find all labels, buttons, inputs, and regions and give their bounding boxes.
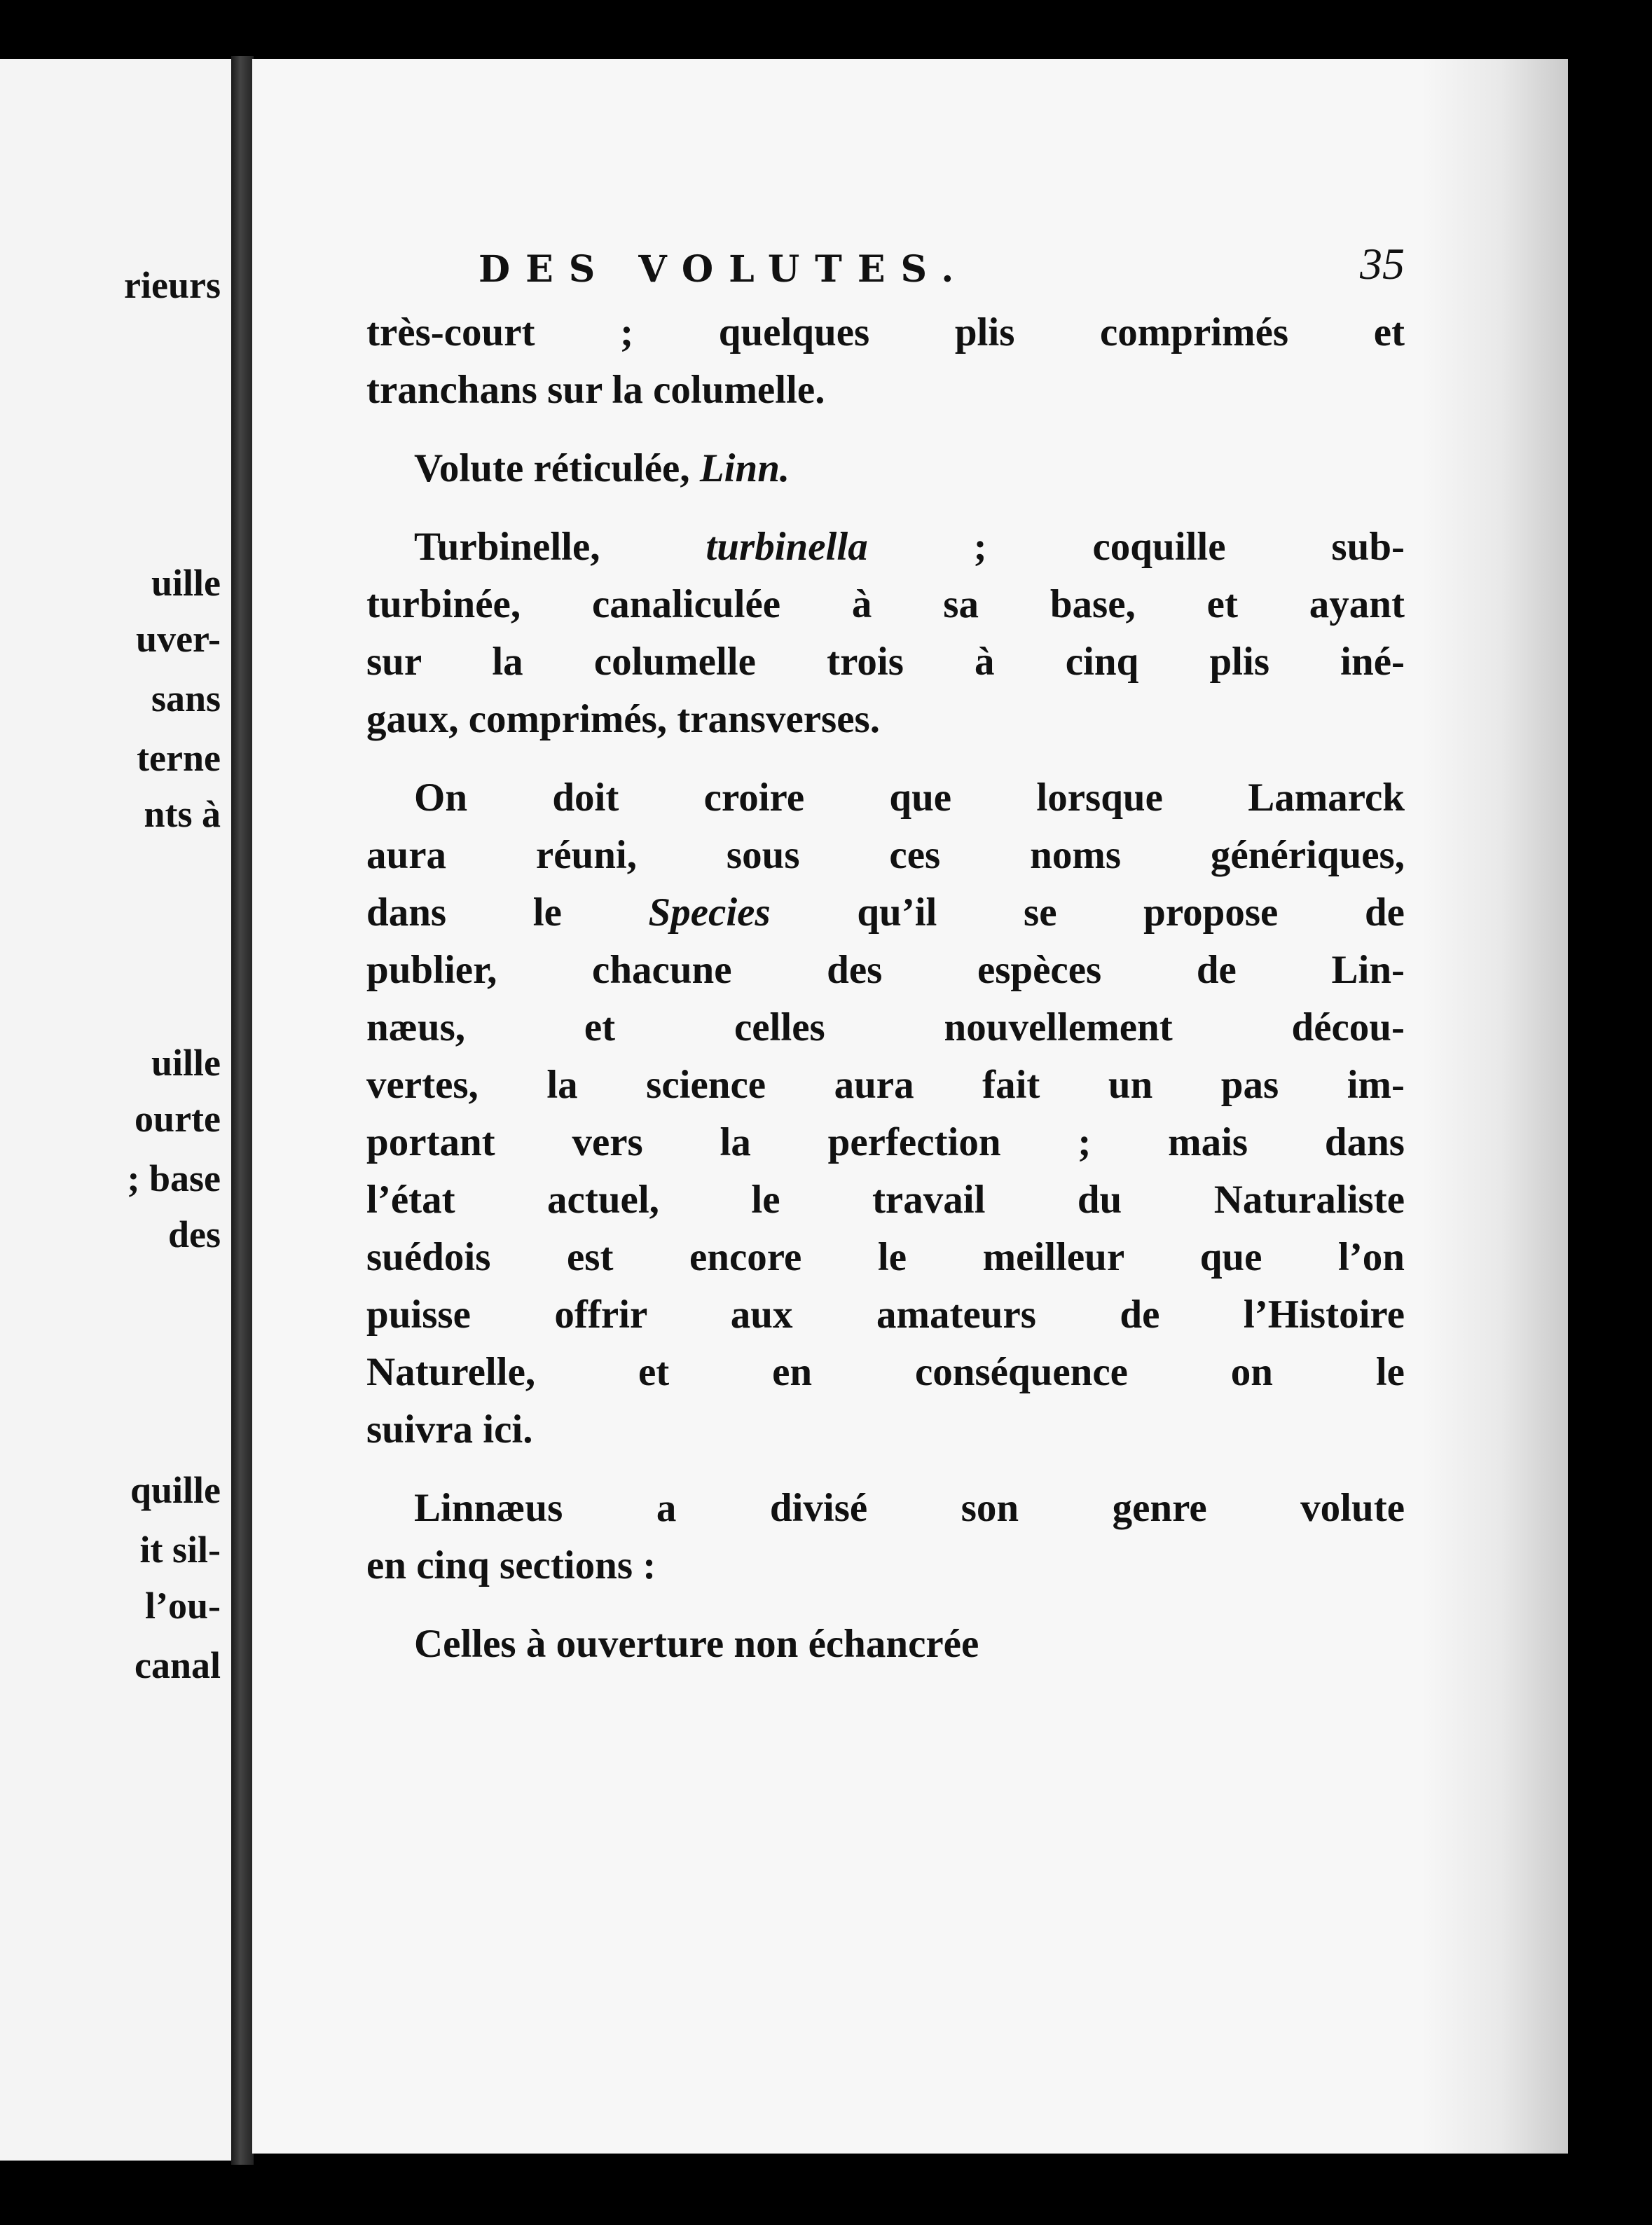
running-head-title: DES VOLUTES.	[479, 248, 970, 291]
left-page-line: ; base	[127, 1157, 221, 1199]
page-edge-shade	[1421, 59, 1568, 2154]
text-line: aura réuni, sous ces noms génériques,	[366, 833, 1405, 877]
text-line: Linnæus a divisé son genre volute	[414, 1486, 1405, 1530]
text-line: vertes, la science aura fait un pas im-	[366, 1063, 1405, 1107]
text-line: publier, chacune des espèces de Lin-	[366, 948, 1405, 992]
left-page-line: l’ou-	[145, 1585, 221, 1627]
text-line: gaux, comprimés, transverses.	[366, 697, 880, 741]
text-line: portant vers la perfection ; mais dans	[366, 1120, 1405, 1164]
text-line: dans le Species qu’il se propose de	[366, 890, 1405, 935]
left-page-line: it sil-	[139, 1529, 221, 1571]
left-page-line: terne	[137, 737, 221, 779]
previous-page-fragment	[0, 59, 235, 2161]
paragraph	[366, 440, 1405, 497]
left-page-line: quille	[130, 1469, 221, 1511]
text-line: l’état actuel, le travail du Naturaliste	[366, 1178, 1405, 1222]
left-page-line: uille	[151, 1042, 221, 1084]
left-page-line: sans	[151, 677, 221, 719]
text-line: Volute réticulée, Linn.	[414, 446, 790, 490]
page-body	[366, 304, 1405, 1673]
left-page-line: uver-	[136, 618, 221, 660]
text-line: puisse offrir aux amateurs de l’Histoire	[366, 1293, 1405, 1337]
left-page-line: rieurs	[124, 264, 221, 306]
text-line: turbinée, canaliculée à sa base, et ayant	[366, 582, 1405, 626]
left-page-line: uille	[151, 562, 221, 604]
paragraph	[366, 769, 1405, 1459]
text-line: On doit croire que lorsque Lamarck	[414, 776, 1405, 820]
text-line: næus, et celles nouvellement décou-	[366, 1005, 1405, 1049]
page-number: 35	[1360, 239, 1405, 289]
paragraph	[366, 304, 1405, 419]
text-line: suivra ici.	[366, 1407, 533, 1452]
text-line: Celles à ouverture non échancrée	[414, 1622, 979, 1666]
left-page-line: canal	[134, 1644, 221, 1686]
text-line: suédois est encore le meilleur que l’on	[366, 1235, 1405, 1279]
book-gutter	[231, 56, 254, 2165]
page-text-block	[366, 241, 1405, 1673]
text-line: tranchans sur la columelle.	[366, 368, 825, 412]
left-page-line: nts à	[144, 793, 221, 835]
paragraph	[366, 1480, 1405, 1594]
text-line: Turbinelle, turbinella ; coquille sub-	[414, 525, 1405, 569]
current-page	[252, 59, 1568, 2154]
paragraph	[366, 518, 1405, 748]
text-line: Naturelle, et en conséquence on le	[366, 1350, 1405, 1394]
text-line: en cinq sections :	[366, 1543, 656, 1587]
text-line: très-court ; quelques plis comprimés et	[366, 310, 1405, 354]
left-page-line: des	[167, 1213, 221, 1255]
text-line: sur la columelle trois à cinq plis iné-	[366, 640, 1405, 684]
running-head	[366, 241, 1405, 304]
paragraph	[366, 1616, 1405, 1673]
left-page-line: ourte	[135, 1098, 221, 1140]
